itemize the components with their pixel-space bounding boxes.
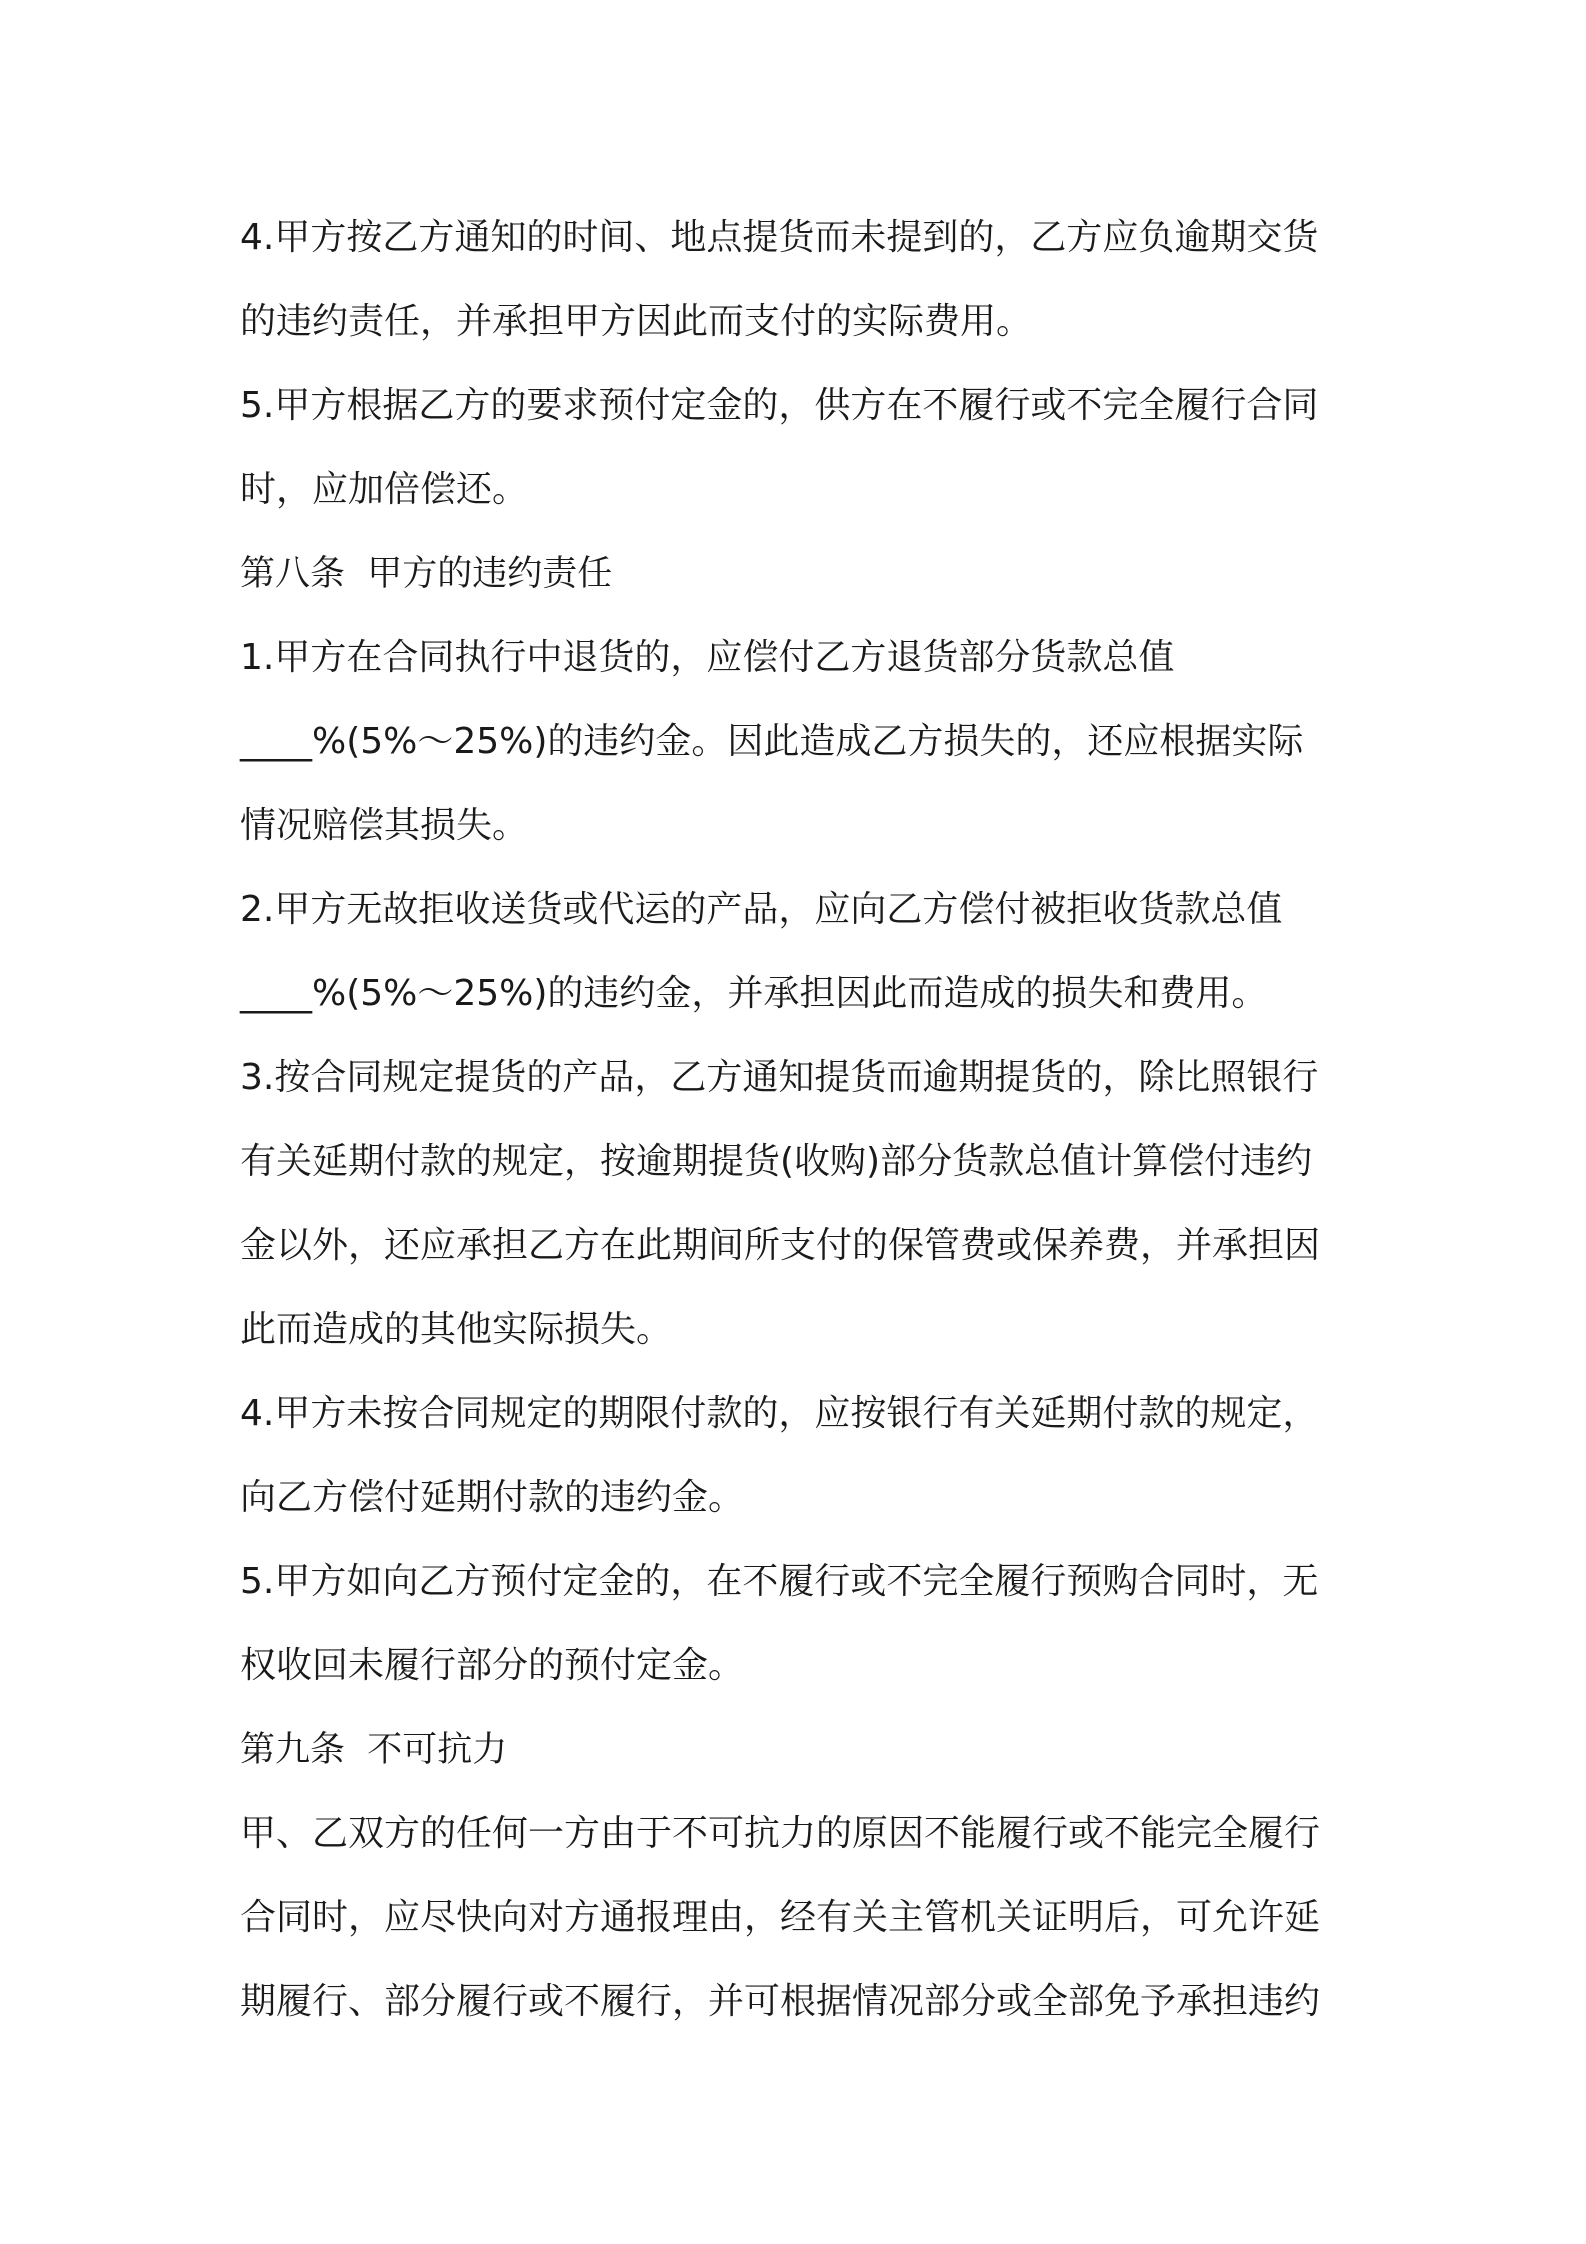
paragraph-clause-7-5 [240,364,1356,532]
text-line: 5.甲方根据乙方的要求预付定金的，供方在不履行或不完全履行合同 [240,385,1319,426]
text-line: 1.甲方在合同执行中退货的，应偿付乙方退货部分货款总值 [240,637,1175,678]
paragraph-clause-7-4 [240,196,1356,364]
text-line: ____%(5%～25%)的违约金。因此造成乙方损失的，还应根据实际 [240,721,1304,762]
text-line: 甲、乙双方的任何一方由于不可抗力的原因不能履行或不能完全履行 [240,1813,1321,1854]
paragraph-clause-8-3 [240,1036,1356,1372]
paragraph-clause-8-2 [240,868,1356,1036]
text-line: 5.甲方如向乙方预付定金的，在不履行或不完全履行预购合同时，无 [240,1561,1319,1602]
text-line: 权收回未履行部分的预付定金。 [240,1645,745,1686]
text-line: 情况赔偿其损失。 [240,805,529,846]
text-line: 向乙方偿付延期付款的违约金。 [240,1477,745,1518]
paragraph-clause-8-4 [240,1372,1356,1540]
text-line: 时，应加倍偿还。 [240,469,529,510]
article-9-heading: 第九条 不可抗力 [240,1730,508,1770]
paragraph-clause-8-1 [240,616,1356,868]
text-line: 4.甲方未按合同规定的期限付款的，应按银行有关延期付款的规定， [240,1393,1319,1434]
text-line: ____%(5%～25%)的违约金，并承担因此而造成的损失和费用。 [240,973,1268,1014]
text-line: 4.甲方按乙方通知的时间、地点提货而未提到的，乙方应负逾期交货 [240,217,1319,258]
text-line: 3.按合同规定提货的产品，乙方通知提货而逾期提货的，除比照银行 [240,1057,1319,1098]
paragraph-clause-8-5 [240,1540,1356,1708]
text-line: 有关延期付款的规定，按逾期提货(收购)部分货款总值计算偿付违约 [240,1141,1313,1182]
text-line: 金以外，还应承担乙方在此期间所支付的保管费或保养费，并承担因 [240,1225,1321,1266]
text-line: 的违约责任，并承担甲方因此而支付的实际费用。 [240,301,1033,342]
text-line: 期履行、部分履行或不履行，并可根据情况部分或全部免予承担违约 [240,1981,1321,2022]
article-8-heading: 第八条 甲方的违约责任 [240,554,613,594]
text-line: 此而造成的其他实际损失。 [240,1309,673,1350]
text-line: 合同时，应尽快向对方通报理由，经有关主管机关证明后，可允许延 [240,1897,1321,1938]
text-line: 2.甲方无故拒收送货或代运的产品，应向乙方偿付被拒收货款总值 [240,889,1283,930]
document-page [240,196,1356,2044]
paragraph-force-majeure [240,1792,1356,2044]
